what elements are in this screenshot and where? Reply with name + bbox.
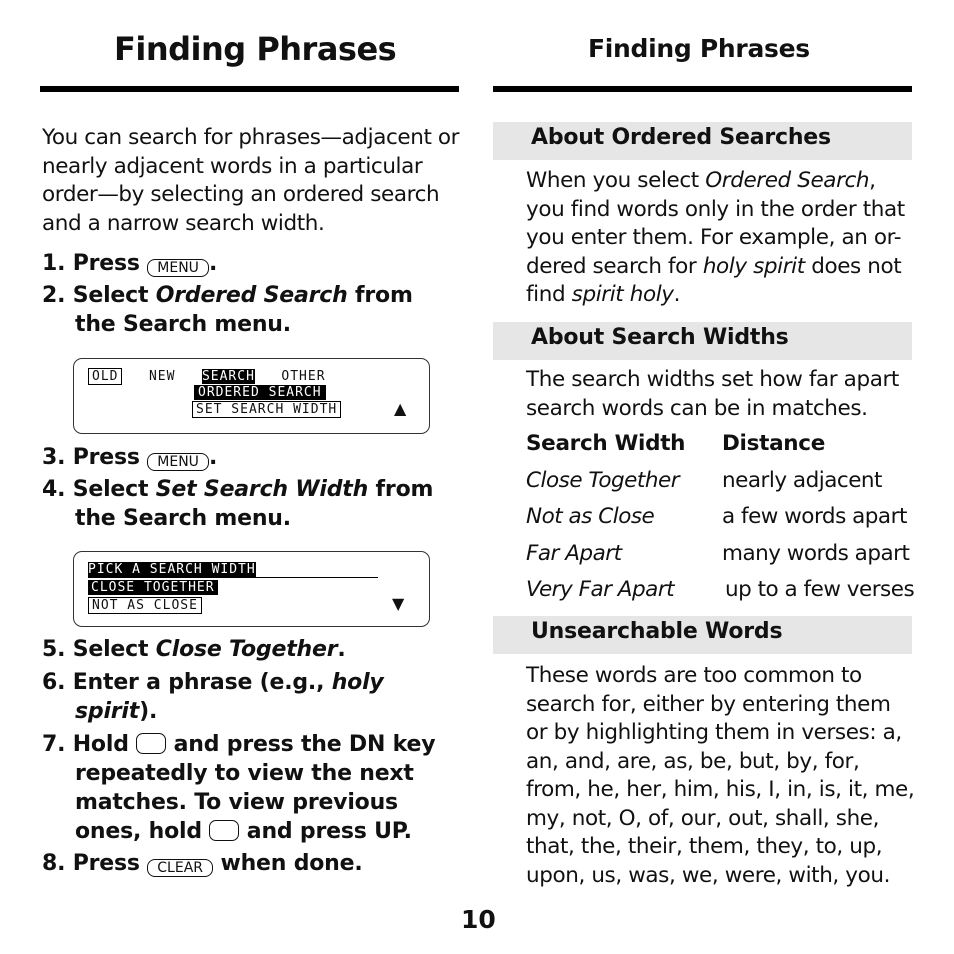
ordered-em-1: Ordered Search <box>705 168 870 193</box>
screen1-option-ordered: ORDERED SEARCH <box>194 385 326 400</box>
up-down-arrow-icon: ▼ <box>392 594 405 613</box>
step-2-post: from <box>347 283 413 308</box>
step-7-l3: matches. To view previous <box>75 790 398 815</box>
menu-key: MENU <box>147 453 209 471</box>
step-6-em2: spirit <box>75 699 140 724</box>
section-title-ordered: About Ordered Searches <box>531 125 831 150</box>
step-7 <box>42 730 435 846</box>
step-7-l4 <box>42 817 435 846</box>
lcd-screen-search-width <box>73 551 430 627</box>
intro-paragraph: You can search for phrases—adjacent or nearly adjacent words in a particular order—by selecting an ordered search and a narrow search width. <box>42 125 460 236</box>
step-8 <box>42 849 363 878</box>
ordered-em-3: spirit holy <box>571 282 674 307</box>
table-header-distance: Distance <box>722 431 826 456</box>
step-2 <box>42 281 413 339</box>
screen1-menu-search: SEARCH <box>201 369 255 384</box>
step-1-text: 1. Press <box>42 251 140 276</box>
screen2-heading: PICK A SEARCH WIDTH <box>88 562 256 577</box>
screen2-line2 <box>88 580 218 595</box>
step-7-l4a: ones, hold <box>75 819 210 844</box>
step-4-line2: the Search menu. <box>75 506 291 531</box>
screen1-menu-new: NEW <box>148 369 176 384</box>
table-row-width: Not as Close <box>526 504 655 529</box>
step-6-pre: 6. Enter a phrase (e.g., <box>42 670 332 695</box>
step-2-pre: 2. Select <box>42 283 156 308</box>
screen1-menu-old: OLD <box>88 368 122 385</box>
step-5-em: Close Together <box>155 637 338 662</box>
clear-key: CLEAR <box>147 859 213 877</box>
ordered-text-4: . <box>673 282 681 307</box>
star-key-icon <box>136 733 166 754</box>
section-title-widths: About Search Widths <box>531 325 789 350</box>
lcd-screen-search-menu <box>73 358 430 434</box>
star-key-icon <box>209 820 239 841</box>
screen1-menu-other: OTHER <box>281 369 326 384</box>
step-1-tail: . <box>208 251 218 276</box>
step-7-l1b: and press the DN key <box>166 732 436 757</box>
screen2-option-not-close: NOT AS CLOSE <box>88 597 202 614</box>
step-5-post: . <box>337 637 346 662</box>
title-rule-right <box>493 86 912 92</box>
step-6-line2 <box>42 697 384 726</box>
table-header-width: Search Width <box>526 431 686 456</box>
step-4-em: Set Search Width <box>155 477 369 502</box>
table-row-distance: many words apart <box>722 541 910 566</box>
ordered-text-2: , you find words only in the order that you enter them. For example, an or-dered search for <box>526 168 905 279</box>
page-number: 10 <box>461 905 496 934</box>
ordered-text-1: When you select <box>526 168 706 193</box>
table-row-distance: a few words apart <box>722 504 907 529</box>
step-3-text: 3. Press <box>42 445 140 470</box>
step-3 <box>42 443 217 472</box>
page-title-right: Finding Phrases <box>588 34 810 63</box>
step-7-l4b: and press UP. <box>239 819 412 844</box>
step-2-em: Ordered Search <box>155 283 348 308</box>
step-4-post: from <box>368 477 434 502</box>
step-7-l2: repeatedly to view the next <box>75 761 414 786</box>
step-4 <box>42 475 433 533</box>
screen1-menu-bar <box>88 369 326 384</box>
table-row-width: Close Together <box>526 468 680 493</box>
title-rule-left <box>40 86 459 92</box>
step-8-tail: when done. <box>213 851 363 876</box>
section-title-unsearchable: Unsearchable Words <box>531 619 783 644</box>
table-row-distance: nearly adjacent <box>722 468 882 493</box>
screen2-line1 <box>88 562 378 578</box>
screen2-option-close: CLOSE TOGETHER <box>88 580 218 595</box>
ordered-text-3: does not find <box>526 253 902 307</box>
table-row-width: Far Apart <box>526 541 622 566</box>
table-row-distance: up to a few verses <box>725 577 915 602</box>
step-3-tail: . <box>208 445 218 470</box>
step-5-pre: 5. Select <box>42 637 156 662</box>
step-5 <box>42 635 346 664</box>
ordered-paragraph <box>526 167 916 310</box>
step-8-text: 8. Press <box>42 851 140 876</box>
page-title-left: Finding Phrases <box>114 30 397 68</box>
step-6-em: holy <box>331 670 384 695</box>
section-header-widths <box>493 322 912 360</box>
unsearchable-paragraph: These words are too common to search for, either by entering them or by highlighting them in verses: a, an, and, are, as, be, but, by, for, from, he, her, him, his, I, in, is, it, me, my, not, O, of, our, out, shall, she, that, the, their, them, they, to, up, upon, us, was, we, were, with, you. <box>526 663 915 888</box>
menu-key: MENU <box>147 259 209 277</box>
step-6-post: ). <box>139 699 158 724</box>
step-6 <box>42 668 384 726</box>
up-down-arrow-icon: ▲ <box>394 399 407 418</box>
screen1-option-width: SET SEARCH WIDTH <box>192 401 341 418</box>
step-1 <box>42 249 217 278</box>
step-2-line2: the Search menu. <box>75 312 291 337</box>
section-header-unsearchable <box>493 616 912 654</box>
table-row-width: Very Far Apart <box>526 577 675 602</box>
step-4-pre: 4. Select <box>42 477 156 502</box>
widths-paragraph: The search widths set how far apart search words can be in matches. <box>526 367 899 421</box>
ordered-em-2: holy spirit <box>702 253 805 279</box>
section-header-ordered <box>493 122 912 160</box>
step-7-l1a: 7. Hold <box>42 732 137 757</box>
